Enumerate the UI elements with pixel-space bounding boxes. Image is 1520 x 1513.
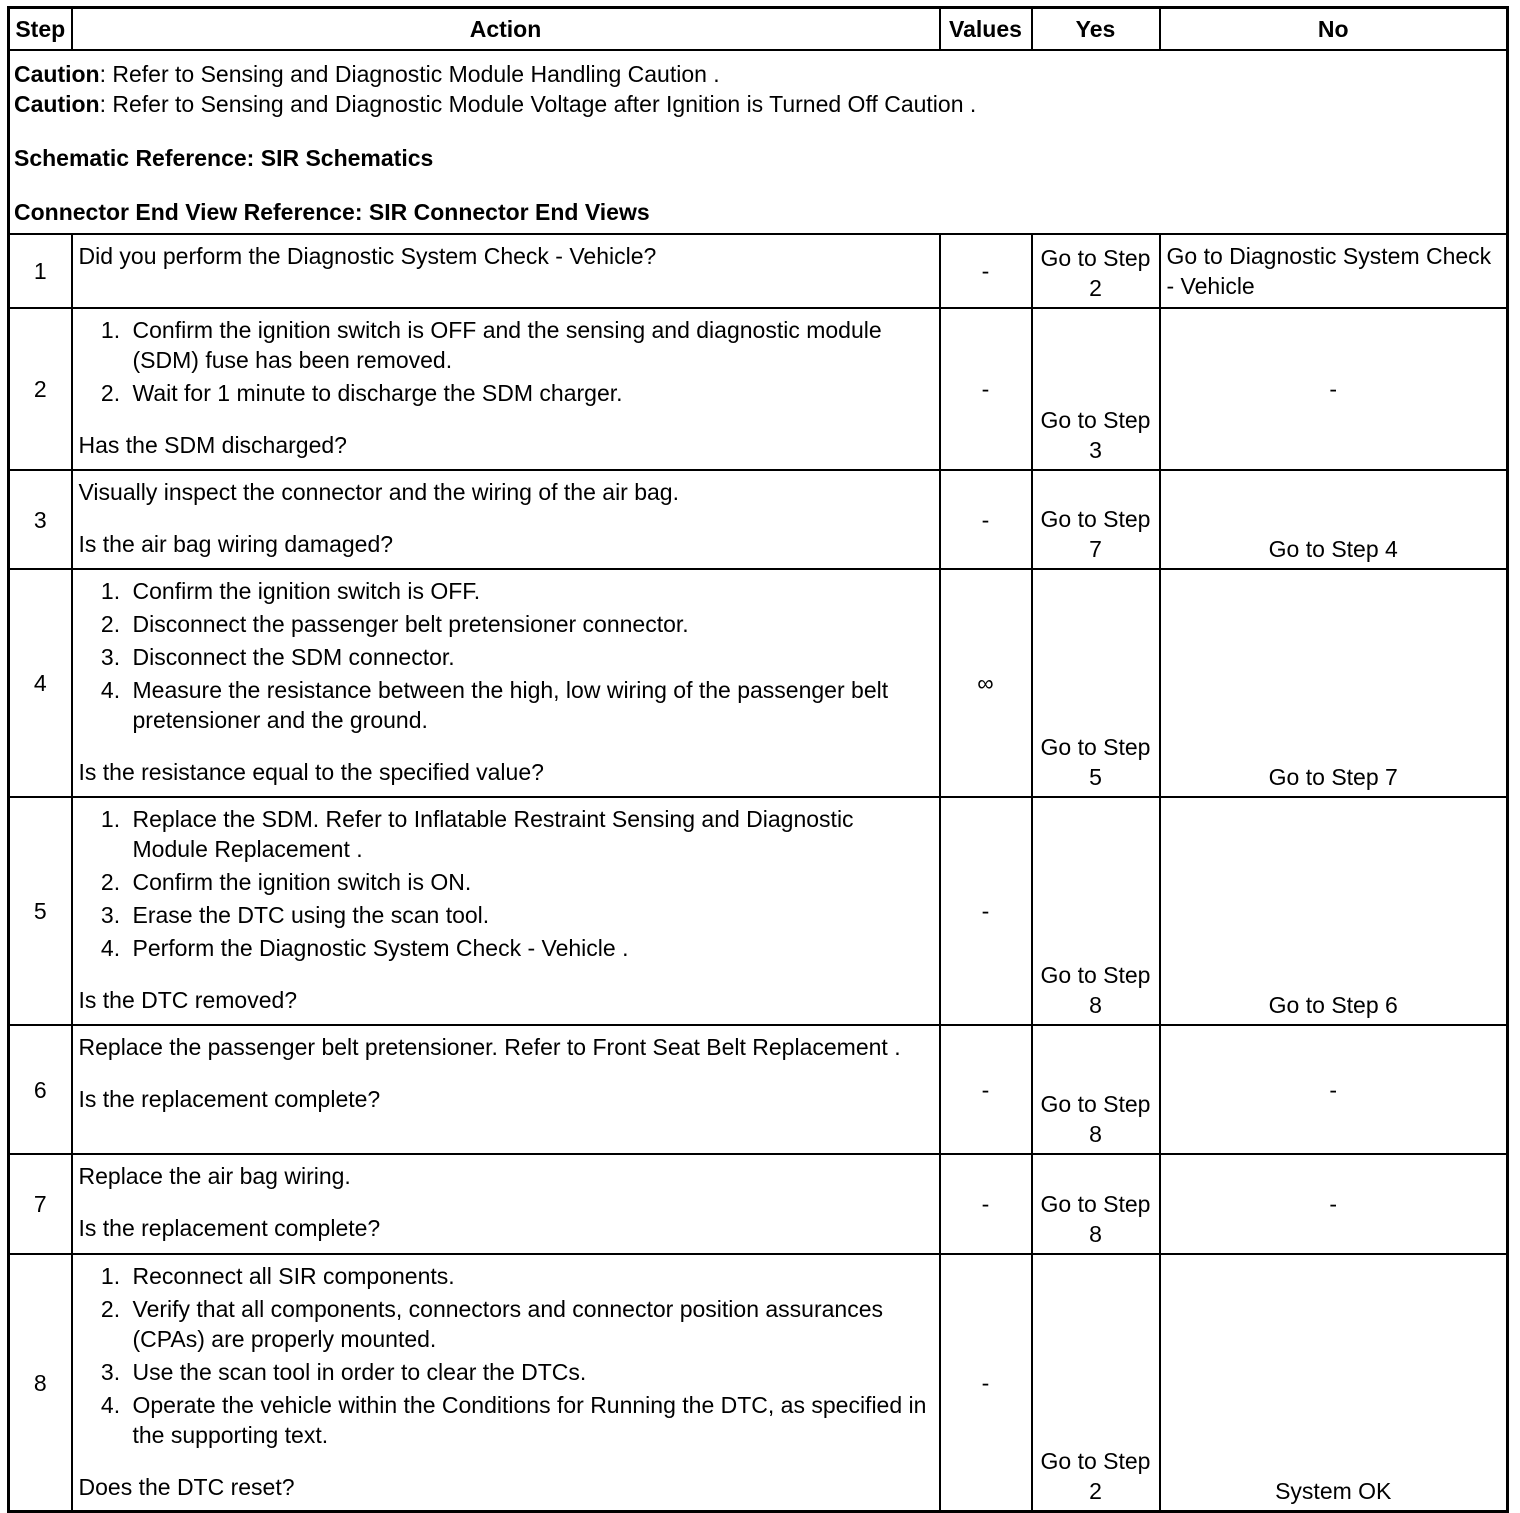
action-steps-list bbox=[79, 804, 931, 963]
step-number: 5 bbox=[9, 797, 72, 1025]
action-cell bbox=[72, 470, 940, 569]
diagnostic-table bbox=[7, 6, 1509, 1513]
no-cell: Go to Step 7 bbox=[1160, 569, 1508, 797]
table-row bbox=[9, 569, 1508, 797]
table-row bbox=[9, 308, 1508, 470]
action-step-item: 1. Confirm the ignition switch is OFF and the sensing and diagnostic module (SDM) fuse has been removed. bbox=[127, 315, 931, 375]
yes-cell: Go to Step 2 bbox=[1032, 1254, 1160, 1512]
action-cell bbox=[72, 308, 940, 470]
action-step-item: 1. Confirm the ignition switch is OFF. bbox=[127, 576, 931, 606]
table-row bbox=[9, 234, 1508, 308]
intro-row bbox=[9, 50, 1508, 234]
value-cell: - bbox=[940, 1154, 1032, 1254]
action-steps-list bbox=[79, 315, 931, 408]
action-text: Visually inspect the connector and the wiring of the air bag. bbox=[78, 479, 679, 505]
no-cell: Go to Diagnostic System Check - Vehicle bbox=[1160, 234, 1508, 308]
action-cell bbox=[72, 797, 940, 1025]
table-row bbox=[9, 470, 1508, 569]
action-cell bbox=[72, 1154, 940, 1254]
value-cell: - bbox=[940, 234, 1032, 308]
no-cell: - bbox=[1160, 308, 1508, 470]
connector-end-view-reference: Connector End View Reference: SIR Connector End Views bbox=[14, 199, 650, 225]
step-number: 8 bbox=[9, 1254, 72, 1512]
action-cell bbox=[72, 234, 940, 308]
no-cell: - bbox=[1160, 1025, 1508, 1154]
value-cell: - bbox=[940, 470, 1032, 569]
caution-text: : Refer to Sensing and Diagnostic Module Handling Caution . bbox=[99, 61, 720, 87]
action-step-item: 2. Disconnect the passenger belt pretensioner connector. bbox=[127, 609, 931, 639]
action-cell bbox=[72, 569, 940, 797]
action-cell bbox=[72, 1025, 940, 1154]
yes-cell: Go to Step 3 bbox=[1032, 308, 1160, 470]
no-cell: - bbox=[1160, 1154, 1508, 1254]
header-no: No bbox=[1160, 8, 1508, 51]
yes-cell: Go to Step 8 bbox=[1032, 1154, 1160, 1254]
table-row bbox=[9, 1025, 1508, 1154]
table-row bbox=[9, 1154, 1508, 1254]
action-step-item: 2. Wait for 1 minute to discharge the SDM charger. bbox=[127, 378, 931, 408]
value-cell: - bbox=[940, 1254, 1032, 1512]
header-yes: Yes bbox=[1032, 8, 1160, 51]
action-question: Is the resistance equal to the specified value? bbox=[78, 759, 544, 785]
action-step-item: 1. Reconnect all SIR components. bbox=[127, 1261, 931, 1291]
action-text: Replace the passenger belt pretensioner. Refer to Front Seat Belt Replacement . bbox=[78, 1034, 901, 1060]
action-text: Replace the air bag wiring. bbox=[78, 1163, 351, 1189]
header-step: Step bbox=[9, 8, 72, 51]
yes-cell: Go to Step 5 bbox=[1032, 569, 1160, 797]
step-number: 4 bbox=[9, 569, 72, 797]
step-number: 7 bbox=[9, 1154, 72, 1254]
value-cell: - bbox=[940, 308, 1032, 470]
table-row bbox=[9, 797, 1508, 1025]
action-text: Did you perform the Diagnostic System Check - Vehicle? bbox=[78, 243, 657, 269]
action-question: Is the air bag wiring damaged? bbox=[78, 531, 394, 557]
action-question: Is the replacement complete? bbox=[78, 1215, 381, 1241]
action-step-item: 4. Measure the resistance between the high, low wiring of the passenger belt pretensioner and the ground. bbox=[127, 675, 931, 735]
value-cell: - bbox=[940, 1025, 1032, 1154]
yes-cell: Go to Step 2 bbox=[1032, 234, 1160, 308]
action-step-item: 4. Perform the Diagnostic System Check - Vehicle . bbox=[127, 933, 931, 963]
caution-1 bbox=[14, 59, 1502, 89]
action-steps-list bbox=[79, 1261, 931, 1450]
header-action: Action bbox=[72, 8, 940, 51]
value-cell: - bbox=[940, 797, 1032, 1025]
no-cell: Go to Step 6 bbox=[1160, 797, 1508, 1025]
caution-label: Caution bbox=[14, 61, 100, 87]
caution-text: : Refer to Sensing and Diagnostic Module Voltage after Ignition is Turned Off Caution . bbox=[99, 91, 977, 117]
action-question: Has the SDM discharged? bbox=[78, 432, 347, 458]
step-number: 2 bbox=[9, 308, 72, 470]
action-steps-list bbox=[79, 576, 931, 735]
no-cell: Go to Step 4 bbox=[1160, 470, 1508, 569]
action-step-item: 1. Replace the SDM. Refer to Inflatable Restraint Sensing and Diagnostic Module Replacement . bbox=[127, 804, 931, 864]
step-number: 1 bbox=[9, 234, 72, 308]
table-row bbox=[9, 1254, 1508, 1512]
action-step-item: 4. Operate the vehicle within the Conditions for Running the DTC, as specified in the supporting text. bbox=[127, 1390, 931, 1450]
caution-label: Caution bbox=[14, 91, 100, 117]
action-step-item: 3. Use the scan tool in order to clear the DTCs. bbox=[127, 1357, 931, 1387]
action-question: Does the DTC reset? bbox=[78, 1474, 295, 1500]
action-question: Is the DTC removed? bbox=[78, 987, 298, 1013]
no-cell: System OK bbox=[1160, 1254, 1508, 1512]
step-number: 3 bbox=[9, 470, 72, 569]
value-cell: ∞ bbox=[940, 569, 1032, 797]
action-step-item: 3. Disconnect the SDM connector. bbox=[127, 642, 931, 672]
step-number: 6 bbox=[9, 1025, 72, 1154]
action-step-item: 3. Erase the DTC using the scan tool. bbox=[127, 900, 931, 930]
action-step-item: 2. Confirm the ignition switch is ON. bbox=[127, 867, 931, 897]
intro-cell bbox=[9, 50, 1508, 234]
action-question: Is the replacement complete? bbox=[78, 1086, 381, 1112]
yes-cell: Go to Step 8 bbox=[1032, 797, 1160, 1025]
yes-cell: Go to Step 8 bbox=[1032, 1025, 1160, 1154]
schematic-reference: Schematic Reference: SIR Schematics bbox=[14, 145, 434, 171]
action-cell bbox=[72, 1254, 940, 1512]
yes-cell: Go to Step 7 bbox=[1032, 470, 1160, 569]
caution-2 bbox=[14, 89, 1502, 119]
action-step-item: 2. Verify that all components, connectors and connector position assurances (CPAs) are properly mounted. bbox=[127, 1294, 931, 1354]
header-row bbox=[9, 8, 1508, 51]
header-values: Values bbox=[940, 8, 1032, 51]
